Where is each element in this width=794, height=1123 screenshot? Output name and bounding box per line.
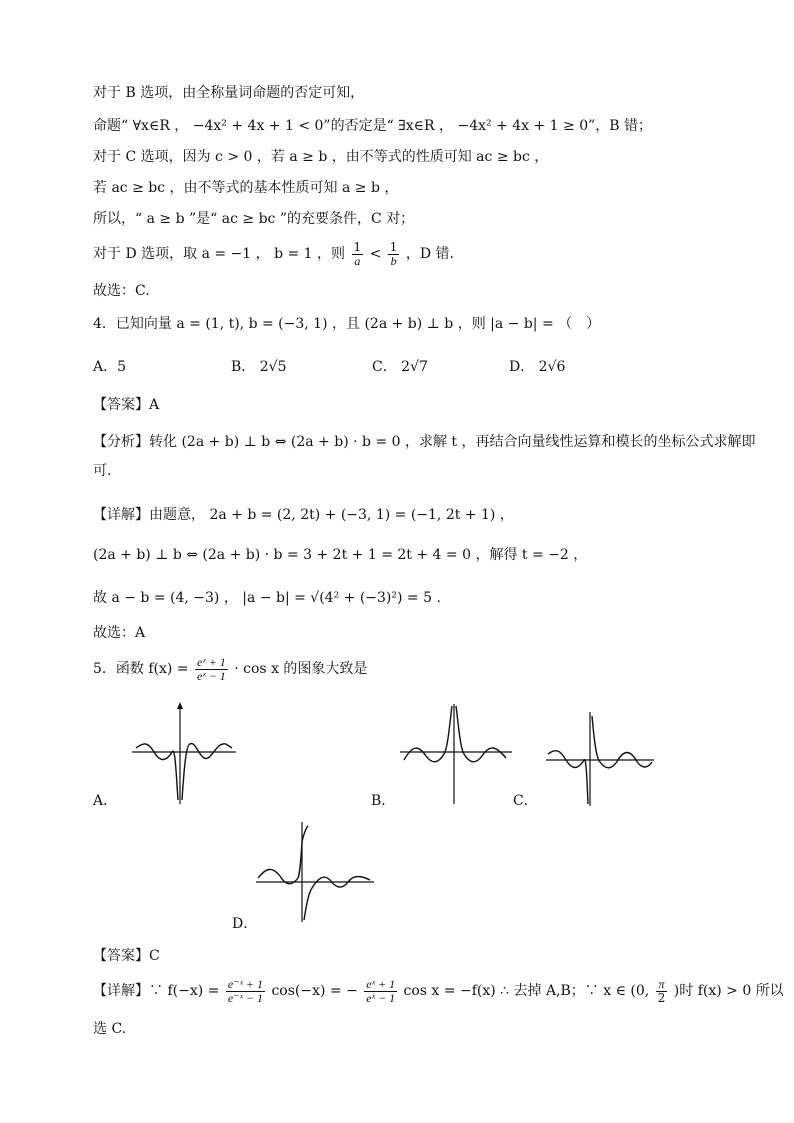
graph-d <box>254 818 380 926</box>
answer-5: 【答案】C <box>93 948 160 964</box>
text-line: 对于 D 选项，取 a = −1 ， b = 1 ，则 $\frac{1}{a}$ < $\frac{1}{b}$ ，D 错. <box>93 239 454 268</box>
text-part: · cos x 的图象大致是 <box>234 661 368 677</box>
text-line: 所以，“ a ≥ b ”是“ ac ≥ bc ”的充要条件，C 对； <box>93 211 415 227</box>
fraction: $\frac{\text{eˣ + 1}}{\text{eˣ − 1}}$ <box>197 654 226 683</box>
text-part: 对于 D 选项，取 a = −1 ， b = 1 ，则 <box>93 246 346 262</box>
text-part: )时 f(x) > 0 所以 <box>673 983 784 999</box>
detail-5-cont: 选 C. <box>93 1021 127 1037</box>
text-line: 故选：C. <box>93 283 150 299</box>
option-4-d: D． 2√6 <box>509 359 566 375</box>
graph-a <box>128 700 240 808</box>
detail-5 <box>93 974 784 1008</box>
text-line: 若 ac ≥ bc ，由不等式的基本性质可知 a ≥ b ， <box>93 180 399 196</box>
fraction: $\frac{1}{b}$ <box>389 239 398 268</box>
fraction: $\frac{1}{a}$ <box>353 239 362 268</box>
detail-4-line3: 故 a − b = (4, −3) ， |a − b| = √(4² + (−3)²) = 5 . <box>93 590 441 606</box>
fraction: $\frac{\text{e⁻ˣ + 1}}{\text{e⁻ˣ − 1}}$ <box>227 976 263 1005</box>
text-part: cos x = −f(x) ∴ 去掉 A,B；∵ x ∈ (0, <box>403 983 650 999</box>
text-line: 对于 B 选项，由全称量词命题的否定可知， <box>93 85 365 101</box>
graph-c <box>544 708 656 808</box>
graph-d-label: D． <box>232 916 258 932</box>
text-part: ，D 错. <box>405 246 454 262</box>
fraction: $\frac{\pi}{2}$ <box>657 976 666 1005</box>
analysis-4: 【分析】转化 (2a + b) ⊥ b ⇔ (2a + b) · b = 0 ，求解 t ，再结合向量线性运算和模长的坐标公式求解即 <box>93 434 756 450</box>
option-4-b: B． 2√5 <box>231 359 287 375</box>
graph-a-label: A． <box>93 793 118 809</box>
option-4-a: A．5 <box>93 359 127 375</box>
graph-b <box>398 700 514 808</box>
text-line: 对于 C 选项，因为 c > 0 ，若 a ≥ b ，由不等式的性质可知 ac ≥ bc ， <box>93 149 549 165</box>
analysis-4-cont: 可. <box>93 463 112 479</box>
text-part: 5．函数 f(x) = <box>93 661 189 677</box>
fraction: $\frac{\text{eˣ + 1}}{\text{eˣ − 1}}$ <box>366 976 396 1005</box>
select-4: 故选：A <box>93 625 146 641</box>
question-4: 4．已知向量 a = (1, t), b = (−3, 1) ，且 (2a + b) ⊥ b ，则 |a − b| = （ ） <box>93 316 601 332</box>
answer-4: 【答案】A <box>93 397 160 413</box>
detail-4-line2: (2a + b) ⊥ b ⇔ (2a + b) · b = 3 + 2t + 1 = 2t + 4 = 0 ，解得 t = −2 ， <box>93 547 588 563</box>
text-part: cos(−x) = − <box>271 983 358 999</box>
question-5 <box>93 652 367 686</box>
text-part: 【详解】∵ f(−x) = <box>93 983 220 999</box>
graph-c-label: C． <box>513 793 538 809</box>
text-line: 命题“ ∀x∈R ， −4x² + 4x + 1 < 0”的否定是“ ∃x∈R ， −4x² + 4x + 1 ≥ 0”，B 错； <box>93 118 653 134</box>
graph-b-label: B． <box>371 793 396 809</box>
detail-4: 【详解】由题意， 2a + b = (2, 2t) + (−3, 1) = (−1, 2t + 1) ， <box>93 507 514 523</box>
option-4-c: C． 2√7 <box>372 359 428 375</box>
